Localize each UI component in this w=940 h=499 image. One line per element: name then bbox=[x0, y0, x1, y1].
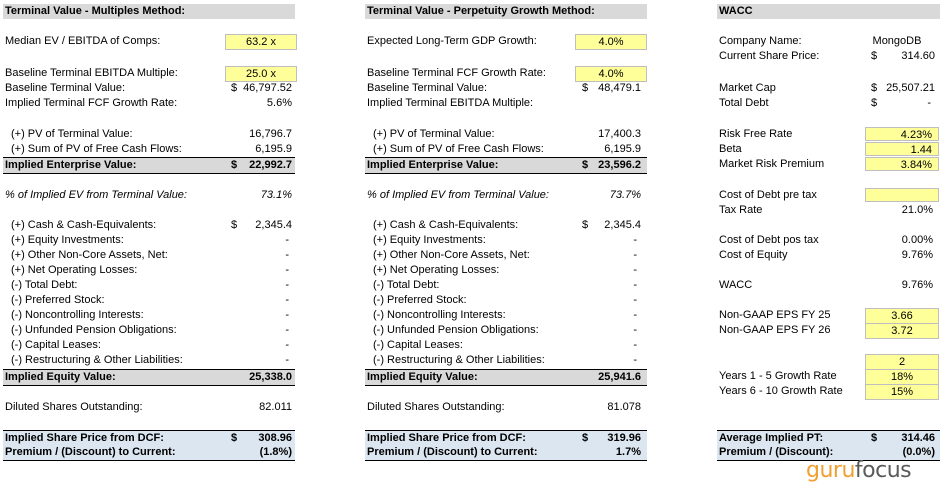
wacc-header bbox=[717, 4, 940, 19]
list-item bbox=[3, 278, 295, 293]
list-item bbox=[3, 353, 295, 368]
adj-value: - bbox=[633, 354, 637, 366]
adj-value: - bbox=[633, 249, 637, 261]
pct-ev-value: 73.1% bbox=[260, 189, 292, 201]
market-cap-row bbox=[717, 81, 940, 96]
growth-6-10-row bbox=[717, 384, 940, 399]
share-price-value: 308.96 bbox=[258, 432, 292, 444]
growth-1-5-input[interactable]: 18% bbox=[865, 369, 939, 385]
cash-value: 2,345.4 bbox=[604, 219, 641, 231]
pct-ev-label: % of Implied EV from Terminal Value: bbox=[5, 189, 187, 201]
adj-value: - bbox=[285, 354, 289, 366]
share-price-label: Implied Share Price from DCF: bbox=[367, 432, 526, 444]
mrp-input[interactable]: 3.84% bbox=[865, 157, 939, 171]
beta-row bbox=[717, 142, 940, 157]
shares-label: Diluted Shares Outstanding: bbox=[5, 401, 143, 413]
total-debt-value: - bbox=[927, 97, 931, 109]
list-item bbox=[3, 233, 295, 248]
eps25-row bbox=[717, 308, 940, 323]
currency-symbol: $ bbox=[582, 432, 589, 444]
premium-row bbox=[365, 445, 647, 461]
share-price-label: Implied Share Price from DCF: bbox=[5, 432, 164, 444]
adj-label: (-) Capital Leases: bbox=[11, 339, 101, 351]
pv-fcf-label: (+) Sum of PV of Free Cash Flows: bbox=[11, 143, 182, 155]
implied-growth-value: 5.6% bbox=[266, 97, 292, 109]
multiples-header bbox=[3, 4, 295, 19]
wacc-value: 9.76% bbox=[901, 279, 933, 291]
gdp-growth-label: Expected Long-Term GDP Growth: bbox=[367, 35, 537, 47]
list-item bbox=[365, 338, 647, 353]
adj-value: - bbox=[633, 339, 637, 351]
risk-free-input[interactable]: 4.23% bbox=[865, 127, 939, 141]
list-item bbox=[365, 248, 647, 263]
cash-label: (+) Cash & Cash-Equivalents: bbox=[373, 219, 519, 231]
list-item bbox=[365, 293, 647, 308]
wacc-premium-value: (0.0%) bbox=[902, 446, 935, 458]
enterprise-value-value: 23,596.2 bbox=[598, 159, 641, 171]
adj-label: (-) Restructuring & Other Liabilities: bbox=[11, 354, 183, 366]
adj-label: (+) Other Non-Core Assets, Net: bbox=[373, 249, 530, 261]
adj-label: (-) Noncontrolling Interests: bbox=[11, 309, 144, 321]
implied-growth-label: Implied Terminal FCF Growth Rate: bbox=[5, 97, 178, 109]
adj-value: - bbox=[285, 279, 289, 291]
mrp-row bbox=[717, 157, 940, 172]
pv-tv-row bbox=[365, 127, 647, 142]
cash-row bbox=[3, 218, 295, 233]
adj-value: - bbox=[633, 264, 637, 276]
baseline-tv-label: Baseline Terminal Value: bbox=[367, 82, 488, 94]
list-item bbox=[365, 233, 647, 248]
eps26-input[interactable]: 3.72 bbox=[865, 323, 939, 339]
gdp-growth-input[interactable]: 4.0% bbox=[575, 34, 647, 50]
currency-symbol: $ bbox=[871, 82, 878, 94]
adj-label: (-) Unfunded Pension Obligations: bbox=[11, 324, 177, 336]
currency-symbol: $ bbox=[231, 82, 238, 94]
baseline-multiple-row bbox=[3, 66, 295, 81]
adj-label: (-) Unfunded Pension Obligations: bbox=[373, 324, 539, 336]
growth-1-5-label: Years 1 - 5 Growth Rate bbox=[719, 370, 837, 382]
list-item bbox=[3, 308, 295, 323]
adj-value: - bbox=[285, 294, 289, 306]
adj-label: (-) Total Debt: bbox=[11, 279, 78, 291]
adj-label: (+) Equity Investments: bbox=[373, 234, 486, 246]
years-row bbox=[717, 354, 940, 369]
share-price-value: 319.96 bbox=[607, 432, 641, 444]
share-price-row bbox=[365, 430, 647, 446]
list-item bbox=[365, 278, 647, 293]
adj-label: (-) Restructuring & Other Liabilities: bbox=[373, 354, 545, 366]
perpetuity-header bbox=[365, 4, 647, 19]
pv-tv-value: 16,796.7 bbox=[249, 128, 292, 140]
eps26-row bbox=[717, 323, 940, 338]
share-price-row bbox=[3, 430, 295, 446]
pv-tv-row bbox=[3, 127, 295, 142]
gurufocus-logo bbox=[806, 458, 911, 483]
wacc-row bbox=[717, 278, 940, 293]
enterprise-value-label: Implied Enterprise Value: bbox=[367, 159, 499, 171]
baseline-tv-value: 48,479.1 bbox=[598, 82, 641, 94]
adj-value: - bbox=[285, 234, 289, 246]
adj-value: - bbox=[285, 324, 289, 336]
currency-symbol: $ bbox=[582, 82, 589, 94]
beta-input[interactable]: 1.44 bbox=[865, 142, 939, 156]
pv-fcf-label: (+) Sum of PV of Free Cash Flows: bbox=[373, 143, 544, 155]
enterprise-value-row bbox=[365, 157, 647, 174]
adj-value: - bbox=[633, 324, 637, 336]
wacc-header-text: WACC bbox=[719, 5, 753, 17]
premium-value: (1.8%) bbox=[259, 446, 292, 458]
currency-symbol: $ bbox=[582, 159, 589, 171]
total-debt-label: Total Debt bbox=[719, 97, 769, 109]
median-ev-ebitda-row bbox=[3, 34, 295, 49]
enterprise-value-label: Implied Enterprise Value: bbox=[5, 159, 137, 171]
cod-pre-row bbox=[717, 188, 940, 203]
avg-pt-value: 314.46 bbox=[901, 432, 935, 444]
adj-label: (-) Capital Leases: bbox=[373, 339, 463, 351]
currency-symbol: $ bbox=[582, 219, 589, 231]
cash-label: (+) Cash & Cash-Equivalents: bbox=[11, 219, 157, 231]
growth-1-5-row bbox=[717, 369, 940, 384]
equity-value-label: Implied Equity Value: bbox=[5, 371, 116, 383]
implied-multiple-label: Implied Terminal EBITDA Multiple: bbox=[367, 97, 534, 109]
list-item bbox=[3, 263, 295, 278]
adj-label: (-) Preferred Stock: bbox=[373, 294, 467, 306]
baseline-tv-row bbox=[365, 81, 647, 96]
pv-tv-label: (+) PV of Terminal Value: bbox=[373, 128, 495, 140]
currency-symbol: $ bbox=[231, 159, 238, 171]
perpetuity-header-text: Terminal Value - Perpetuity Growth Method: bbox=[367, 5, 595, 17]
currency-symbol: $ bbox=[871, 97, 878, 109]
adj-value: - bbox=[285, 264, 289, 276]
cod-pre-input[interactable] bbox=[865, 188, 939, 202]
cod-pre-label: Cost of Debt pre tax bbox=[719, 189, 817, 201]
list-item bbox=[365, 308, 647, 323]
implied-multiple-value bbox=[555, 96, 641, 111]
baseline-growth-label: Baseline Terminal FCF Growth Rate: bbox=[367, 67, 546, 79]
premium-row bbox=[3, 445, 295, 461]
cod-post-row bbox=[717, 233, 940, 248]
pct-ev-row bbox=[3, 188, 295, 203]
gdp-growth-row bbox=[365, 34, 647, 49]
pct-ev-label: % of Implied EV from Terminal Value: bbox=[367, 189, 549, 201]
adj-value: - bbox=[285, 309, 289, 321]
tax-value: 21.0% bbox=[901, 204, 933, 216]
equity-value-value: 25,941.6 bbox=[598, 371, 641, 383]
adj-value: - bbox=[633, 309, 637, 321]
adj-label: (+) Net Operating Losses: bbox=[11, 264, 138, 276]
growth-6-10-input[interactable]: 15% bbox=[865, 384, 939, 400]
total-debt-row bbox=[717, 96, 940, 111]
pv-fcf-row bbox=[365, 142, 647, 157]
baseline-tv-row bbox=[3, 81, 295, 96]
baseline-multiple-input[interactable]: 25.0 x bbox=[225, 66, 297, 82]
adj-label: (-) Noncontrolling Interests: bbox=[373, 309, 506, 321]
adj-value: - bbox=[285, 249, 289, 261]
tax-row bbox=[717, 203, 940, 218]
median-ev-ebitda-label: Median EV / EBITDA of Comps: bbox=[5, 35, 161, 47]
list-item bbox=[3, 293, 295, 308]
baseline-tv-value: 46,797.52 bbox=[243, 82, 292, 94]
cash-value: 2,345.4 bbox=[255, 219, 292, 231]
eps25-label: Non-GAAP EPS FY 25 bbox=[719, 309, 831, 321]
current-price-row bbox=[717, 49, 940, 64]
list-item bbox=[3, 323, 295, 338]
list-item bbox=[365, 323, 647, 338]
list-item bbox=[3, 248, 295, 263]
risk-free-row bbox=[717, 127, 940, 142]
beta-label: Beta bbox=[719, 143, 742, 155]
shares-value: 81.078 bbox=[607, 401, 641, 413]
wacc-label: WACC bbox=[719, 279, 753, 291]
shares-row bbox=[3, 400, 295, 415]
cod-post-value: 0.00% bbox=[901, 234, 933, 246]
baseline-tv-label: Baseline Terminal Value: bbox=[5, 82, 126, 94]
adj-value: - bbox=[633, 279, 637, 291]
equity-value-row bbox=[365, 369, 647, 386]
company-label: Company Name: bbox=[719, 35, 802, 47]
enterprise-value-value: 22,992.7 bbox=[249, 159, 292, 171]
adj-value: - bbox=[285, 339, 289, 351]
wacc-premium-label: Premium / (Discount): bbox=[719, 446, 834, 458]
list-item bbox=[3, 338, 295, 353]
eps25-input[interactable]: 3.66 bbox=[865, 308, 939, 324]
current-price-value: 314.60 bbox=[901, 50, 935, 62]
pv-tv-label: (+) PV of Terminal Value: bbox=[11, 128, 133, 140]
current-price-label: Current Share Price: bbox=[719, 50, 820, 62]
risk-free-label: Risk Free Rate bbox=[719, 128, 793, 140]
pv-fcf-value: 6,195.9 bbox=[604, 143, 641, 155]
implied-growth-row bbox=[3, 96, 295, 111]
currency-symbol: $ bbox=[871, 432, 878, 444]
logo-part1: guru bbox=[806, 458, 855, 483]
equity-value-row bbox=[3, 369, 295, 386]
cash-row bbox=[365, 218, 647, 233]
baseline-multiple-label: Baseline Terminal EBITDA Multiple: bbox=[5, 67, 178, 79]
baseline-growth-input[interactable]: 4.0% bbox=[575, 66, 647, 82]
equity-value-value: 25,338.0 bbox=[249, 371, 292, 383]
adj-value: - bbox=[633, 234, 637, 246]
cod-post-label: Cost of Debt pos tax bbox=[719, 234, 819, 246]
coe-label: Cost of Equity bbox=[719, 249, 788, 261]
list-item bbox=[365, 263, 647, 278]
company-row bbox=[717, 34, 940, 49]
currency-symbol: $ bbox=[231, 219, 238, 231]
adj-label: (+) Net Operating Losses: bbox=[373, 264, 500, 276]
eps26-label: Non-GAAP EPS FY 26 bbox=[719, 324, 831, 336]
mrp-label: Market Risk Premium bbox=[719, 158, 825, 170]
market-cap-label: Market Cap bbox=[719, 82, 776, 94]
pv-tv-value: 17,400.3 bbox=[598, 128, 641, 140]
avg-pt-row bbox=[717, 430, 940, 446]
premium-label: Premium / (Discount) to Current: bbox=[5, 446, 176, 458]
shares-value: 82.011 bbox=[259, 401, 292, 413]
years-input[interactable]: 2 bbox=[865, 354, 939, 370]
market-cap-value: 25,507.21 bbox=[886, 82, 935, 94]
pct-ev-row bbox=[365, 188, 647, 203]
enterprise-value-row bbox=[3, 157, 295, 174]
currency-symbol: $ bbox=[871, 50, 878, 62]
coe-value: 9.76% bbox=[901, 249, 933, 261]
pv-fcf-value: 6,195.9 bbox=[255, 143, 292, 155]
premium-value: 1.7% bbox=[615, 446, 641, 458]
equity-value-label: Implied Equity Value: bbox=[367, 371, 478, 383]
adj-label: (-) Preferred Stock: bbox=[11, 294, 105, 306]
baseline-growth-row bbox=[365, 66, 647, 81]
premium-label: Premium / (Discount) to Current: bbox=[367, 446, 538, 458]
adj-label: (+) Equity Investments: bbox=[11, 234, 124, 246]
list-item bbox=[365, 353, 647, 368]
coe-row bbox=[717, 248, 940, 263]
shares-row bbox=[365, 400, 647, 415]
pct-ev-value: 73.7% bbox=[609, 189, 641, 201]
avg-pt-label: Average Implied PT: bbox=[719, 432, 824, 444]
tax-label: Tax Rate bbox=[719, 204, 763, 216]
shares-label: Diluted Shares Outstanding: bbox=[367, 401, 505, 413]
adj-value: - bbox=[633, 294, 637, 306]
median-ev-ebitda-input[interactable]: 63.2 x bbox=[225, 34, 297, 50]
logo-part2: focus bbox=[854, 458, 912, 483]
growth-6-10-label: Years 6 - 10 Growth Rate bbox=[719, 385, 843, 397]
currency-symbol: $ bbox=[231, 432, 238, 444]
adj-label: (+) Other Non-Core Assets, Net: bbox=[11, 249, 168, 261]
pv-fcf-row bbox=[3, 142, 295, 157]
multiples-header-text: Terminal Value - Multiples Method: bbox=[5, 5, 186, 17]
adj-label: (-) Total Debt: bbox=[373, 279, 440, 291]
implied-multiple-row bbox=[365, 96, 647, 111]
company-value: MongoDB bbox=[872, 35, 922, 47]
